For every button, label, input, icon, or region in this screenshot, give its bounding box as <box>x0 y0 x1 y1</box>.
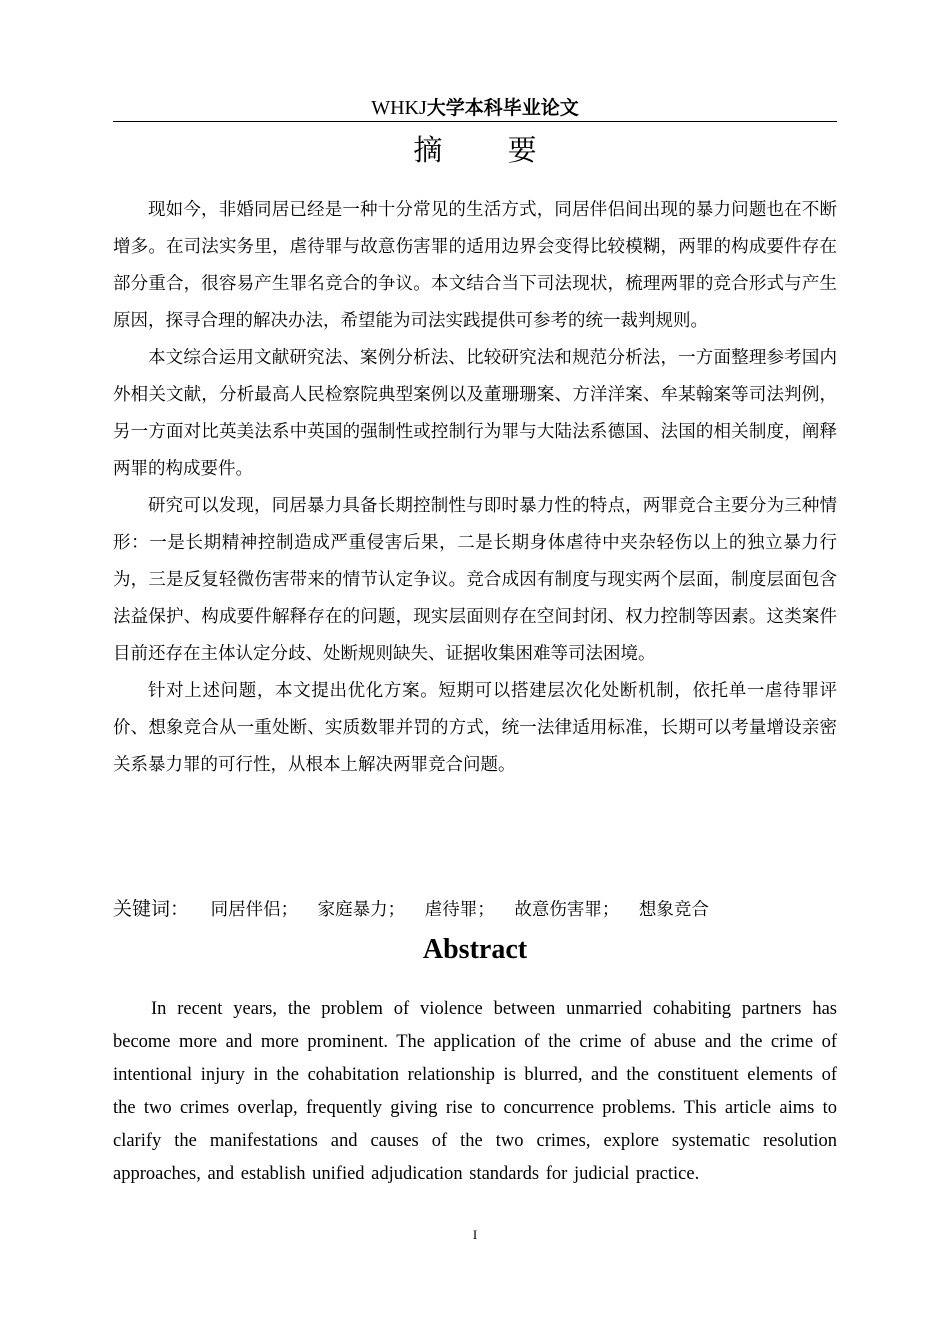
keyword-separator: ； <box>477 900 495 920</box>
english-abstract-title: Abstract <box>422 934 528 965</box>
keyword-separator: ； <box>387 900 406 920</box>
chinese-abstract-paragraph: 本文综合运用文献研究法、案例分析法、比较研究法和规范分析法，一方面整理参考国内外相关文献，分析最高人民检察院典型案例以及董珊珊案、方洋洋案、牟某翰案等司法判例，另一方面对比英美法系中英国的强制性或控制行为罪与大陆法系德国、法国的相关制度，阐释两罪的构成要件。 <box>113 348 837 479</box>
keywords-line <box>113 891 837 928</box>
keyword-separator: ； <box>280 900 299 920</box>
keyword: 故意伤害罪 <box>514 900 602 920</box>
running-header <box>113 94 837 121</box>
chinese-abstract-body <box>113 192 837 784</box>
keyword: 虐待罪 <box>424 900 478 920</box>
keywords-label: 关键词： <box>113 898 190 920</box>
header-rule <box>113 121 837 122</box>
chinese-abstract-paragraph: 针对上述问题，本文提出优化方案。短期可以搭建层次化处断机制，依托单一虐待罪评价、想象竞合从一重处断、实质数罪并罚的方式，统一法律适用标准，长期可以考量增设亲密关系暴力罪的可行性，从根本上解决两罪竞合问题。 <box>113 681 837 775</box>
chinese-abstract-paragraph: 现如今，非婚同居已经是一种十分常见的生活方式，同居伴侣间出现的暴力问题也在不断增多。在司法实务里，虐待罪与故意伤害罪的适用边界会变得比较模糊，两罪的构成要件存在部分重合，很容易产生罪名竞合的争议。本文结合当下司法现状，梳理两罪的竞合形式与产生原因，探寻合理的解决办法，希望能为司法实践提供可参考的统一裁判规则。 <box>113 200 837 331</box>
keyword: 家庭暴力 <box>317 900 388 920</box>
english-abstract-body <box>113 993 837 1191</box>
page-number: I <box>472 1227 478 1242</box>
english-abstract-paragraph: In recent years, the problem of violence between unmarried cohabiting partners has become more and more prominent. The application of the crime of abuse and the crime of intentional injury in the cohabitation relationship is blurred, and the constituent elements of the two crimes overlap, frequently giving rise to concurrence problems. This article aims to clarify the manifestations and causes of the two crimes, explore systematic resolution approaches, and establish unified adjudication standards for judicial practice. <box>113 999 837 1184</box>
chinese-abstract-paragraph: 研究可以发现，同居暴力具备长期控制性与即时暴力性的特点，两罪竞合主要分为三种情形：一是长期精神控制造成严重侵害后果，二是长期身体虐待中夹杂轻伤以上的独立暴力行为，三是反复轻微伤害带来的情节认定争议。竞合成因有制度与现实两个层面，制度层面包含法益保护、构成要件解释存在的问题，现实层面则存在空间封闭、权力控制等因素。这类案件目前还存在主体认定分歧、处断规则缺失、证据收集困难等司法困境。 <box>113 496 837 664</box>
keyword: 想象竞合 <box>638 900 709 920</box>
keyword-separator: ； <box>601 900 620 920</box>
chinese-abstract-title: 摘 要 <box>413 133 565 167</box>
header-thesis-type: 大学本科毕业论文 <box>426 97 579 119</box>
header-school-code: WHKJ <box>371 97 427 119</box>
keyword: 同居伴侣 <box>210 900 281 920</box>
